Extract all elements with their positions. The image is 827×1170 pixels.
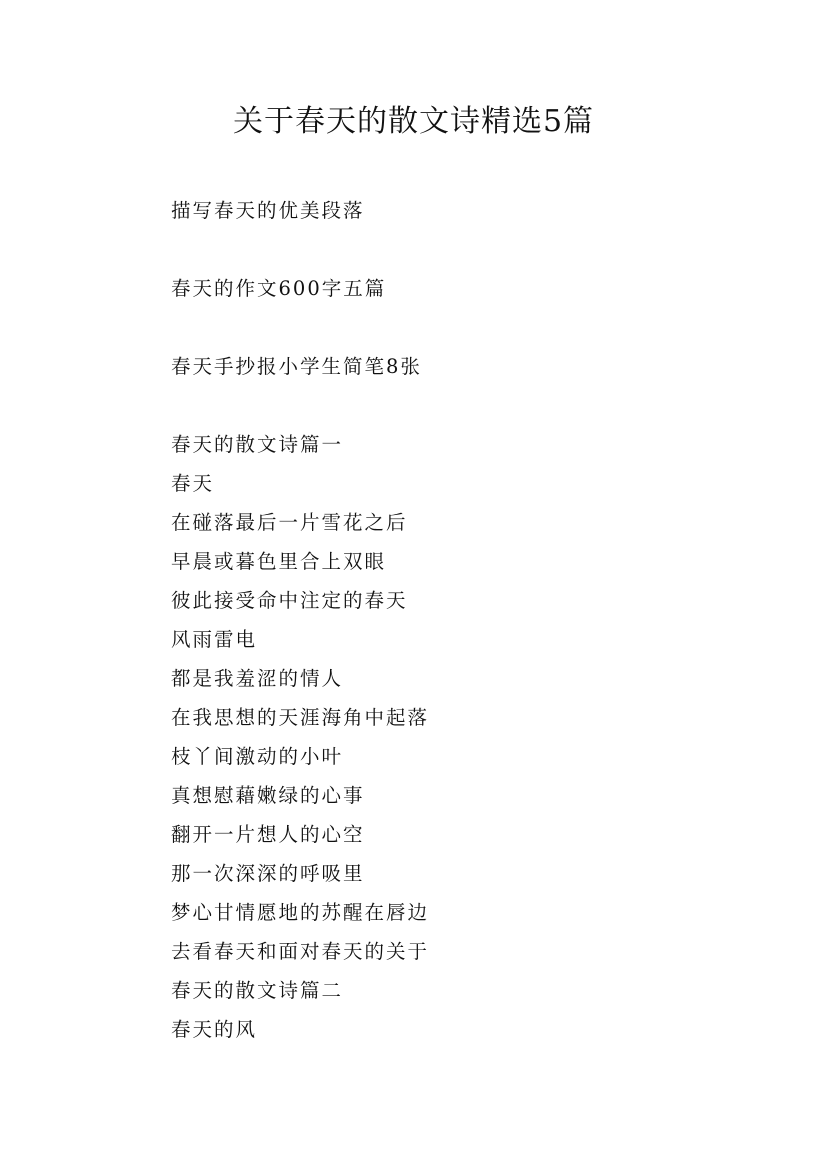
poem-line: 去看春天和面对春天的关于 bbox=[171, 940, 430, 963]
section-heading-poem-two: 春天的散文诗篇二 bbox=[171, 979, 344, 1002]
page-title: 关于春天的散文诗精选5篇 bbox=[232, 104, 595, 139]
poem-line: 在我思想的天涯海角中起落 bbox=[171, 706, 430, 729]
poem-line: 都是我羞涩的情人 bbox=[171, 667, 344, 690]
poem-line: 彼此接受命中注定的春天 bbox=[171, 589, 408, 612]
poem-line: 枝丫间激动的小叶 bbox=[171, 745, 344, 768]
poem-line: 那一次深深的呼吸里 bbox=[171, 862, 365, 885]
related-link-1[interactable]: 描写春天的优美段落 bbox=[171, 199, 365, 222]
poem-line: 梦心甘情愿地的苏醒在唇边 bbox=[171, 901, 430, 924]
poem-line: 在碰落最后一片雪花之后 bbox=[171, 511, 408, 534]
related-link-3[interactable]: 春天手抄报小学生简笔8张 bbox=[171, 355, 422, 378]
poem-line: 早晨或暮色里合上双眼 bbox=[171, 550, 387, 573]
poem-line: 真想慰藉嫩绿的心事 bbox=[171, 784, 365, 807]
section-heading-poem-one: 春天的散文诗篇一 bbox=[171, 433, 344, 456]
poem-line: 翻开一片想人的心空 bbox=[171, 823, 365, 846]
poem-line: 春天的风 bbox=[171, 1018, 258, 1041]
document-body bbox=[171, 191, 771, 1049]
related-link-2[interactable]: 春天的作文600字五篇 bbox=[171, 277, 387, 300]
poem-line: 风雨雷电 bbox=[171, 628, 258, 651]
poem-line: 春天 bbox=[171, 472, 215, 495]
